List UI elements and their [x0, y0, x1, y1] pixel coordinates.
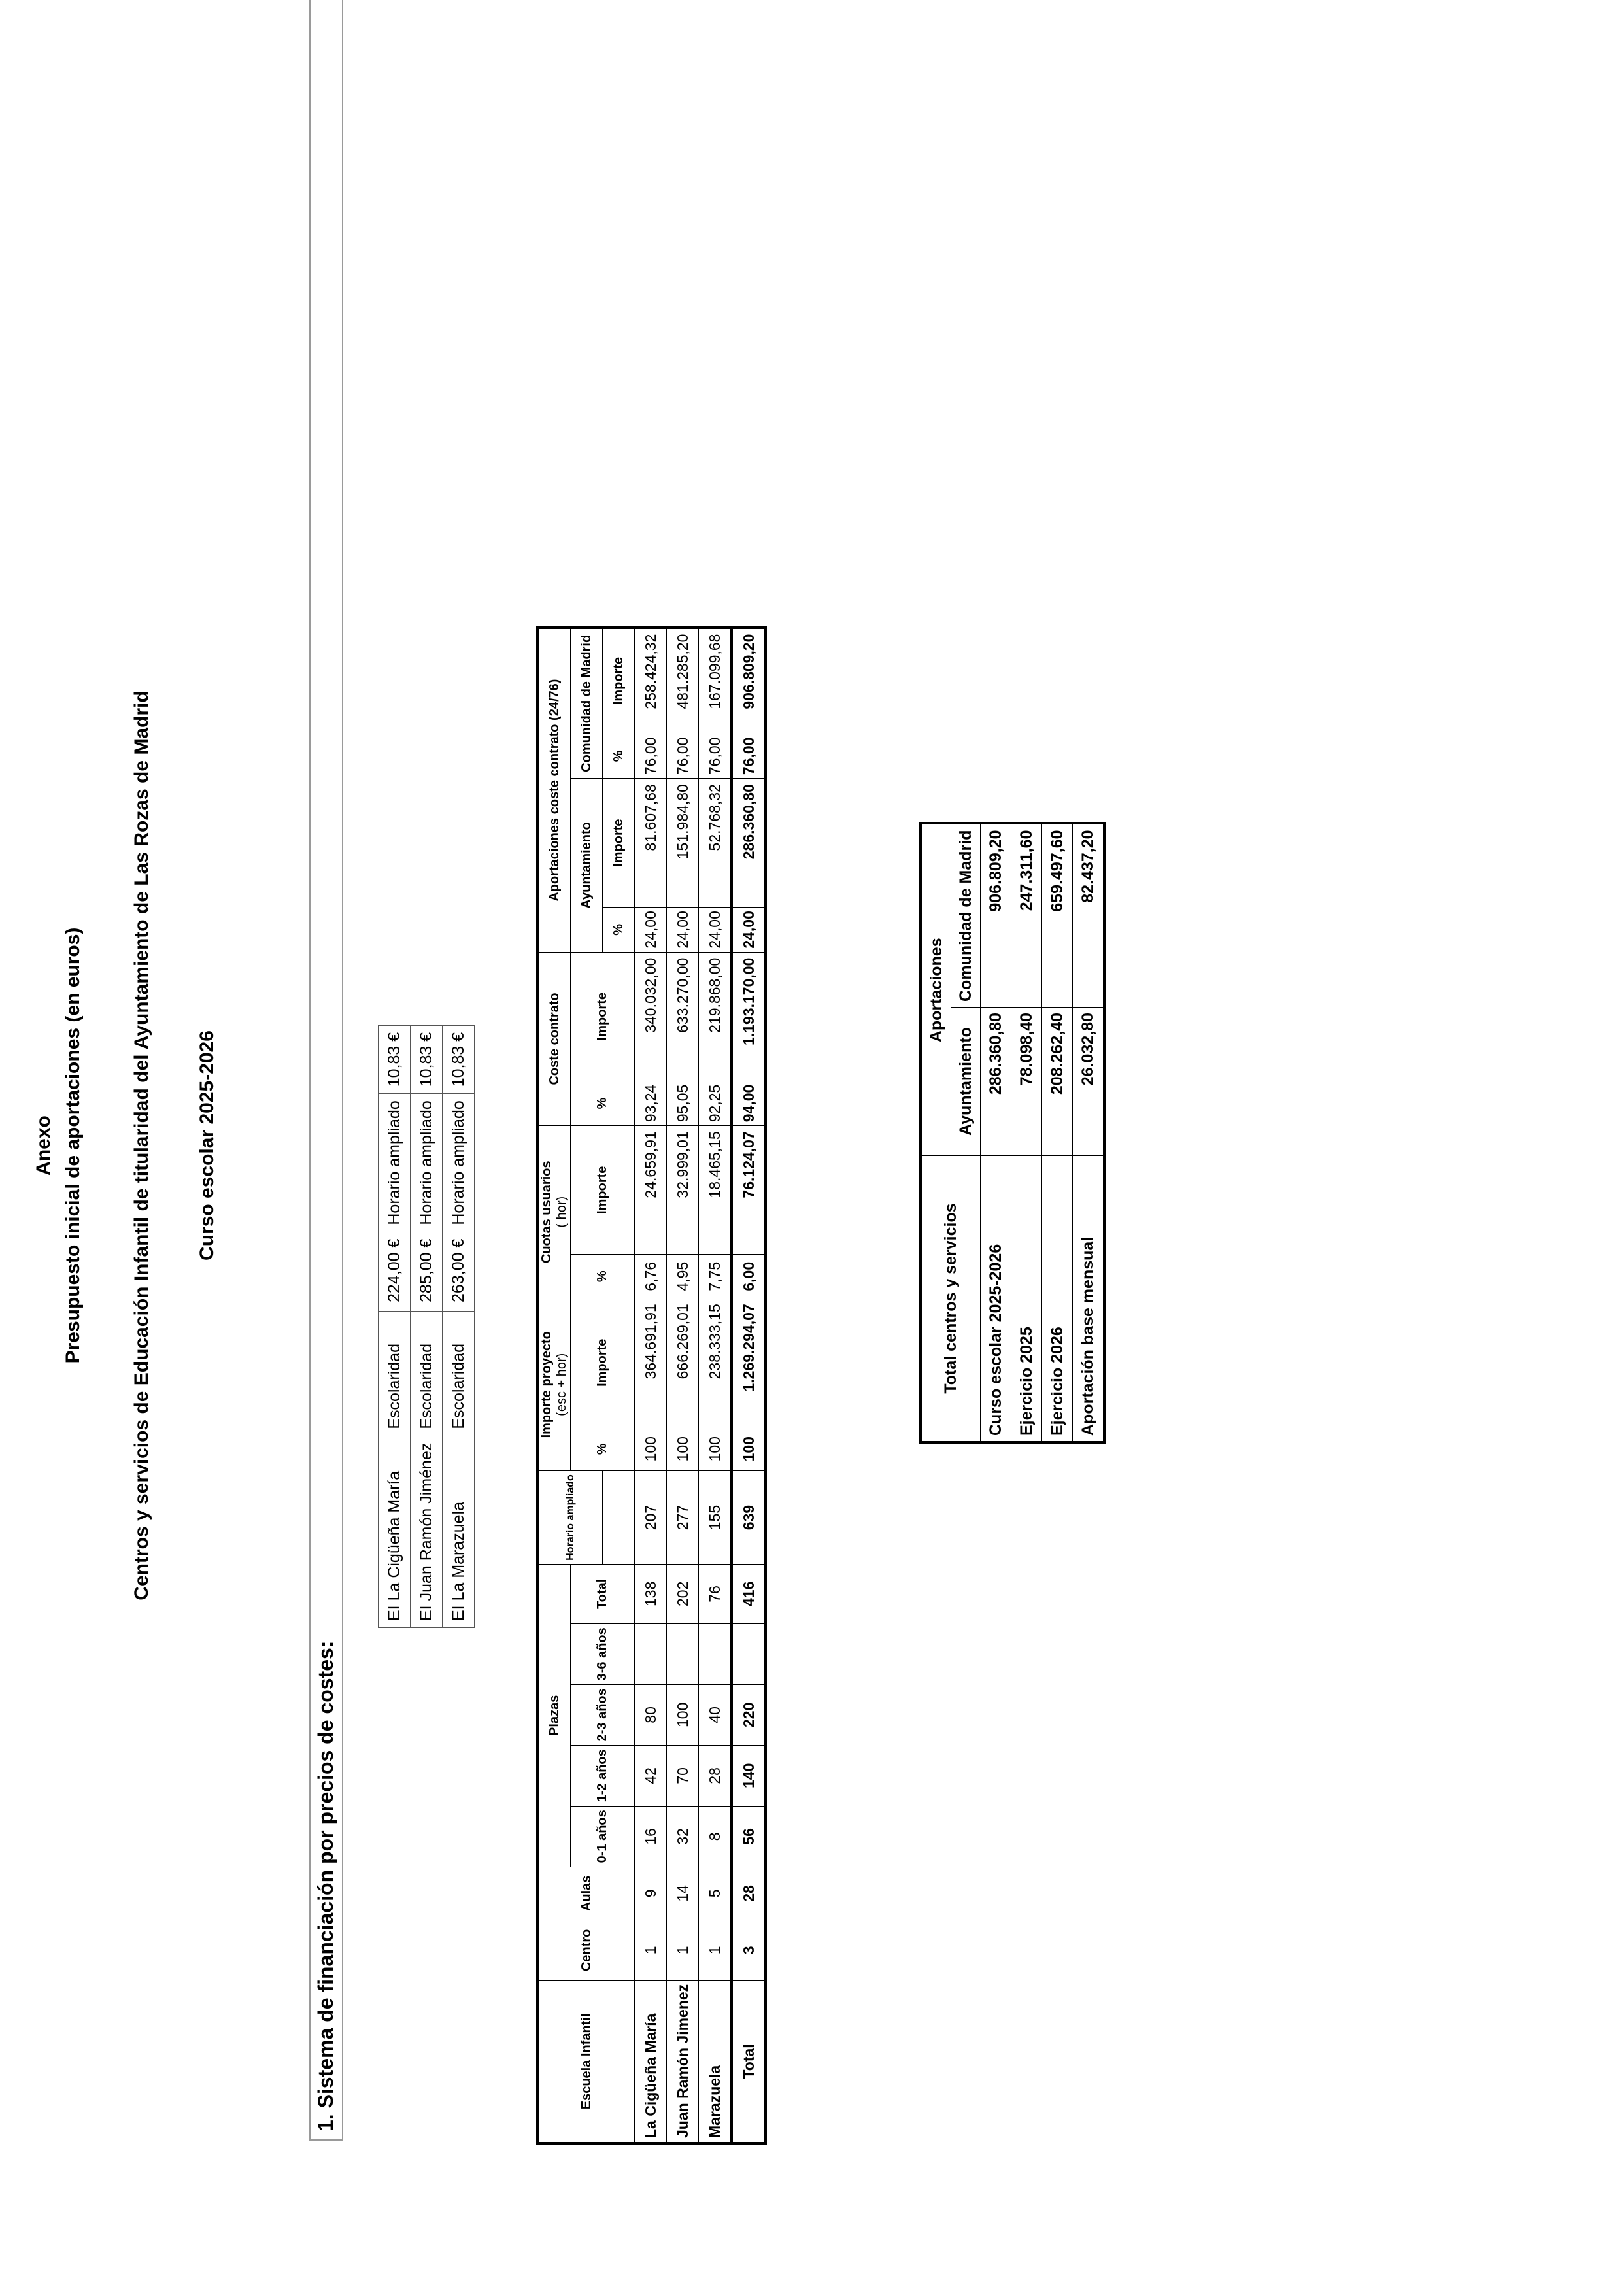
- col-aportaciones: Aportaciones coste contrato (24/76): [537, 628, 571, 953]
- price-row: [411, 1025, 443, 1627]
- cell-total: 416: [732, 1564, 766, 1623]
- cell-cu-imp: 32.999,01: [667, 1126, 699, 1255]
- col-importe-proyecto: Importe proyecto (esc + hor): [537, 1298, 571, 1471]
- cell-cu-imp: 24.659,91: [635, 1126, 667, 1255]
- price-cell-concept: Escolaridad: [443, 1311, 475, 1436]
- cell-a36: [667, 1623, 699, 1684]
- cell-cm-pct: 76,00: [635, 734, 667, 779]
- summary-cell-comunidad: 247.311,60: [1011, 824, 1042, 1008]
- cell-cm-imp: 258.424,32: [635, 628, 667, 734]
- summary-table: [919, 823, 1106, 1444]
- summary-cell-label: Ejercicio 2025: [1011, 1156, 1042, 1443]
- financing-table: [536, 626, 767, 2145]
- price-cell-center: EI Juan Ramón Jiménez: [411, 1436, 443, 1627]
- cell-cc-imp: 219.868,00: [699, 952, 732, 1081]
- summary-cell-ayuntamiento: 208.262,40: [1042, 1008, 1073, 1156]
- price-row: [443, 1025, 475, 1627]
- summary-header-total: Total centros y servicios: [921, 1156, 981, 1443]
- cell-a01: 16: [635, 1806, 667, 1867]
- table-row: [667, 628, 699, 2143]
- summary-row: [1011, 824, 1042, 1443]
- cell-cu-imp: 18.465,15: [699, 1126, 732, 1255]
- col-cu-importe: Importe: [571, 1126, 635, 1255]
- summary-cell-comunidad: 82.437,20: [1073, 824, 1105, 1008]
- col-escuela: Escuela Infantil: [537, 1980, 635, 2143]
- cell-horario: 639: [732, 1471, 766, 1565]
- doc-label: Anexo: [33, 1115, 54, 1176]
- col-plazas: Plazas: [537, 1564, 571, 1867]
- col-total: Total: [571, 1564, 635, 1623]
- cell-cc-imp: 1.193.170,00: [732, 952, 766, 1081]
- col-centro: Centro: [537, 1920, 635, 1980]
- price-table: [378, 1025, 475, 1628]
- cell-aulas: 28: [732, 1867, 766, 1920]
- table-row: [699, 628, 732, 2143]
- price-cell-center: EI La Marazuela: [443, 1436, 475, 1627]
- cell-a12: 140: [732, 1745, 766, 1806]
- cell-cm-pct: 76,00: [732, 734, 766, 779]
- table-row: [635, 628, 667, 2143]
- cell-a12: 28: [699, 1745, 732, 1806]
- cell-horario: 207: [635, 1471, 667, 1565]
- col-horario: Horario ampliado: [537, 1471, 603, 1565]
- summary-cell-ayuntamiento: 286.360,80: [981, 1008, 1011, 1156]
- cell-cm-imp: 481.285,20: [667, 628, 699, 734]
- cell-cu-imp: 76.124,07: [732, 1126, 766, 1255]
- summary-cell-comunidad: 906.809,20: [981, 824, 1011, 1008]
- cell-ay-imp: 81.607,68: [635, 779, 667, 908]
- cell-ay-pct: 24,00: [667, 908, 699, 953]
- cell-a01: 56: [732, 1806, 766, 1867]
- cell-centro: 1: [667, 1920, 699, 1980]
- cell-ay-imp: 151.984,80: [667, 779, 699, 908]
- cell-total: 202: [667, 1564, 699, 1623]
- cell-a23: 80: [635, 1684, 667, 1745]
- cell-ip-pct: 100: [667, 1427, 699, 1471]
- col-ayuntamiento: Ayuntamiento: [571, 779, 603, 953]
- summary-header-aportaciones: Aportaciones: [921, 824, 951, 1156]
- price-cell-center: EI La Cigüeña María: [379, 1436, 411, 1627]
- cell-a23: 40: [699, 1684, 732, 1745]
- summary-header-ayuntamiento: Ayuntamiento: [951, 1008, 981, 1156]
- cell-escuela: Juan Ramón Jimenez: [667, 1980, 699, 2143]
- cell-cc-pct: 93,24: [635, 1081, 667, 1126]
- col-cu-pct: %: [571, 1255, 635, 1298]
- cell-escuela: Total: [732, 1980, 766, 2143]
- cell-a23: 220: [732, 1684, 766, 1745]
- cell-cu-pct: 6,00: [732, 1255, 766, 1298]
- cell-a23: 100: [667, 1684, 699, 1745]
- doc-subtitle: Centros y servicios de Educación Infantil de titularidad del Ayuntamiento de Las Rozas de Madrid: [131, 690, 152, 1601]
- summary-row: [981, 824, 1011, 1443]
- cell-cm-pct: 76,00: [699, 734, 732, 779]
- cell-cm-imp: 906.809,20: [732, 628, 766, 734]
- col-3-6: 3-6 años: [571, 1623, 635, 1684]
- cell-escuela: La Cigüeña María: [635, 1980, 667, 2143]
- price-cell-extra-concept: Horario ampliado: [379, 1094, 411, 1232]
- price-cell-extra-concept: Horario ampliado: [411, 1094, 443, 1232]
- col-aulas: Aulas: [537, 1867, 635, 1920]
- summary-cell-ayuntamiento: 26.032,80: [1073, 1008, 1105, 1156]
- doc-title: Presupuesto inicial de aportaciones (en euros): [62, 927, 84, 1364]
- cell-ay-pct: 24,00: [635, 908, 667, 953]
- cell-centro: 1: [699, 1920, 732, 1980]
- price-cell-extra-price: 10,83 €: [379, 1025, 411, 1093]
- cell-cc-imp: 633.270,00: [667, 952, 699, 1081]
- cell-cu-pct: 6,76: [635, 1255, 667, 1298]
- col-cc-importe: Importe: [571, 952, 635, 1081]
- summary-cell-comunidad: 659.497,60: [1042, 824, 1073, 1008]
- price-cell-price: 224,00 €: [379, 1232, 411, 1311]
- col-1-2: 1-2 años: [571, 1745, 635, 1806]
- cell-centro: 3: [732, 1920, 766, 1980]
- col-0-1: 0-1 años: [571, 1806, 635, 1867]
- price-cell-price: 285,00 €: [411, 1232, 443, 1311]
- cell-ip-pct: 100: [732, 1427, 766, 1471]
- section-title: 1. Sistema de financiación por precios de costes:: [314, 1640, 337, 2131]
- col-ip-pct: %: [571, 1427, 635, 1471]
- cell-total: 138: [635, 1564, 667, 1623]
- cell-horario: 277: [667, 1471, 699, 1565]
- cell-a01: 32: [667, 1806, 699, 1867]
- col-ip-importe: Importe: [571, 1298, 635, 1427]
- cell-a01: 8: [699, 1806, 732, 1867]
- summary-cell-ayuntamiento: 78.098,40: [1011, 1008, 1042, 1156]
- cell-cm-imp: 167.099,68: [699, 628, 732, 734]
- price-cell-extra-price: 10,83 €: [443, 1025, 475, 1093]
- cell-ay-pct: 24,00: [699, 908, 732, 953]
- cell-aulas: 9: [635, 1867, 667, 1920]
- price-cell-concept: Escolaridad: [411, 1311, 443, 1436]
- school-year: Curso escolar 2025-2026: [196, 1030, 218, 1261]
- cell-ip-imp: 364.691,91: [635, 1298, 667, 1427]
- cell-cm-pct: 76,00: [667, 734, 699, 779]
- cell-cu-pct: 4,95: [667, 1255, 699, 1298]
- cell-escuela: Marazuela: [699, 1980, 732, 2143]
- price-cell-extra-price: 10,83 €: [411, 1025, 443, 1093]
- cell-a36: [732, 1623, 766, 1684]
- summary-header-comunidad: Comunidad de Madrid: [951, 824, 981, 1008]
- col-comunidad: Comunidad de Madrid: [571, 628, 603, 779]
- cell-a36: [635, 1623, 667, 1684]
- summary-cell-label: Curso escolar 2025-2026: [981, 1156, 1011, 1443]
- cell-cu-pct: 7,75: [699, 1255, 732, 1298]
- cell-ip-pct: 100: [699, 1427, 732, 1471]
- cell-ay-pct: 24,00: [732, 908, 766, 953]
- cell-a12: 70: [667, 1745, 699, 1806]
- cell-a12: 42: [635, 1745, 667, 1806]
- col-ay-pct: %: [603, 908, 635, 953]
- col-ay-importe: Importe: [603, 779, 635, 908]
- price-row: [379, 1025, 411, 1627]
- col-cm-pct: %: [603, 734, 635, 779]
- cell-cc-pct: 95,05: [667, 1081, 699, 1126]
- cell-ay-imp: 52.768,32: [699, 779, 732, 908]
- table-total-row: [732, 628, 766, 2143]
- cell-ip-imp: 666.269,01: [667, 1298, 699, 1427]
- col-cm-importe: Importe: [603, 628, 635, 734]
- cell-aulas: 14: [667, 1867, 699, 1920]
- col-horario-sub: [603, 1471, 635, 1565]
- price-cell-extra-concept: Horario ampliado: [443, 1094, 475, 1232]
- col-coste: Coste contrato: [537, 952, 571, 1126]
- cell-a36: [699, 1623, 732, 1684]
- price-cell-concept: Escolaridad: [379, 1311, 411, 1436]
- cell-centro: 1: [635, 1920, 667, 1980]
- cell-cc-pct: 92,25: [699, 1081, 732, 1126]
- cell-aulas: 5: [699, 1867, 732, 1920]
- cell-total: 76: [699, 1564, 732, 1623]
- cell-horario: 155: [699, 1471, 732, 1565]
- summary-row: [1042, 824, 1073, 1443]
- summary-row: [1073, 824, 1105, 1443]
- col-cc-pct: %: [571, 1081, 635, 1126]
- cell-ay-imp: 286.360,80: [732, 779, 766, 908]
- cell-ip-pct: 100: [635, 1427, 667, 1471]
- cell-cc-pct: 94,00: [732, 1081, 766, 1126]
- col-cuotas: Cuotas usuarios ( hor): [537, 1126, 571, 1298]
- col-2-3: 2-3 años: [571, 1684, 635, 1745]
- cell-ip-imp: 1.269.294,07: [732, 1298, 766, 1427]
- price-cell-price: 263,00 €: [443, 1232, 475, 1311]
- cell-ip-imp: 238.333,15: [699, 1298, 732, 1427]
- summary-cell-label: Aportación base mensual: [1073, 1156, 1105, 1443]
- cell-cc-imp: 340.032,00: [635, 952, 667, 1081]
- summary-cell-label: Ejercicio 2026: [1042, 1156, 1073, 1443]
